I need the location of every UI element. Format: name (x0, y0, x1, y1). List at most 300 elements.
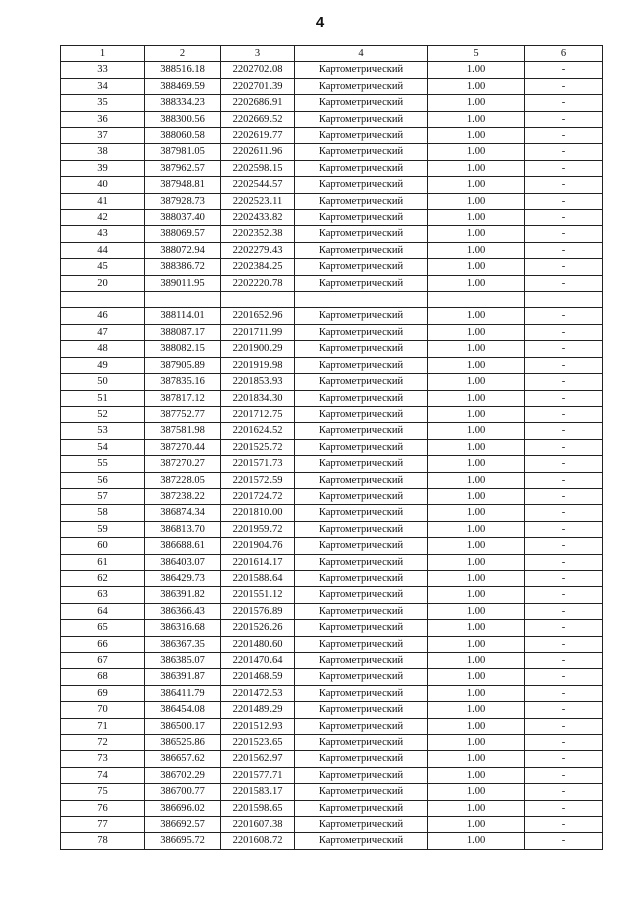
method-cell: Картометрический (295, 177, 428, 193)
method-cell: Картометрический (295, 324, 428, 340)
x-coordinate-cell: 386874.34 (145, 505, 221, 521)
table-row (61, 324, 603, 340)
note-cell: - (525, 587, 603, 603)
accuracy-cell: 1.00 (428, 324, 525, 340)
table-row (61, 800, 603, 816)
point-number-cell: 71 (61, 718, 145, 734)
table-row (61, 735, 603, 751)
accuracy-cell: 1.00 (428, 669, 525, 685)
x-coordinate-cell: 387835.16 (145, 374, 221, 390)
note-cell: - (525, 472, 603, 488)
point-number-cell: 63 (61, 587, 145, 603)
accuracy-cell: 1.00 (428, 685, 525, 701)
accuracy-cell: 1.00 (428, 111, 525, 127)
table-row (61, 308, 603, 324)
accuracy-cell: 1.00 (428, 242, 525, 258)
accuracy-cell: 1.00 (428, 603, 525, 619)
table-row (61, 620, 603, 636)
y-coordinate-cell: 2202611.96 (221, 144, 295, 160)
y-coordinate-cell: 2201526.26 (221, 620, 295, 636)
accuracy-cell: 1.00 (428, 784, 525, 800)
note-cell: - (525, 817, 603, 833)
table-row (61, 587, 603, 603)
accuracy-cell: 1.00 (428, 406, 525, 422)
point-number-cell: 47 (61, 324, 145, 340)
method-cell: Картометрический (295, 587, 428, 603)
point-number-cell: 56 (61, 472, 145, 488)
x-coordinate-cell: 386657.62 (145, 751, 221, 767)
accuracy-cell: 1.00 (428, 505, 525, 521)
point-number-cell: 37 (61, 128, 145, 144)
x-coordinate-cell: 386702.29 (145, 767, 221, 783)
table-row (61, 751, 603, 767)
empty-cell (428, 292, 525, 308)
accuracy-cell: 1.00 (428, 735, 525, 751)
x-coordinate-cell: 387905.89 (145, 357, 221, 373)
table-row (61, 259, 603, 275)
table-row (61, 177, 603, 193)
note-cell: - (525, 177, 603, 193)
y-coordinate-cell: 2202220.78 (221, 275, 295, 291)
point-number-cell: 60 (61, 538, 145, 554)
y-coordinate-cell: 2201472.53 (221, 685, 295, 701)
note-cell: - (525, 62, 603, 78)
method-cell: Картометрический (295, 308, 428, 324)
note-cell: - (525, 702, 603, 718)
accuracy-cell: 1.00 (428, 128, 525, 144)
method-cell: Картометрический (295, 95, 428, 111)
note-cell: - (525, 78, 603, 94)
method-cell: Картометрический (295, 521, 428, 537)
y-coordinate-cell: 2202433.82 (221, 210, 295, 226)
y-coordinate-cell: 2201652.96 (221, 308, 295, 324)
x-coordinate-cell: 387928.73 (145, 193, 221, 209)
x-coordinate-cell: 386411.79 (145, 685, 221, 701)
method-cell: Картометрический (295, 718, 428, 734)
x-coordinate-cell: 386366.43 (145, 603, 221, 619)
accuracy-cell: 1.00 (428, 488, 525, 504)
x-coordinate-cell: 388072.94 (145, 242, 221, 258)
table-spacer-row (61, 292, 603, 308)
accuracy-cell: 1.00 (428, 341, 525, 357)
y-coordinate-cell: 2202686.91 (221, 95, 295, 111)
y-coordinate-cell: 2202702.08 (221, 62, 295, 78)
table-row (61, 210, 603, 226)
note-cell: - (525, 144, 603, 160)
table-body (61, 62, 603, 849)
note-cell: - (525, 570, 603, 586)
note-cell: - (525, 160, 603, 176)
y-coordinate-cell: 2201810.00 (221, 505, 295, 521)
method-cell: Картометрический (295, 735, 428, 751)
note-cell: - (525, 406, 603, 422)
point-number-cell: 65 (61, 620, 145, 636)
y-coordinate-cell: 2201607.38 (221, 817, 295, 833)
x-coordinate-cell: 386700.77 (145, 784, 221, 800)
accuracy-cell: 1.00 (428, 259, 525, 275)
table-row (61, 78, 603, 94)
method-cell: Картометрический (295, 653, 428, 669)
table-row (61, 603, 603, 619)
point-number-cell: 42 (61, 210, 145, 226)
point-number-cell: 76 (61, 800, 145, 816)
y-coordinate-cell: 2201712.75 (221, 406, 295, 422)
method-cell: Картометрический (295, 111, 428, 127)
accuracy-cell: 1.00 (428, 620, 525, 636)
method-cell: Картометрический (295, 554, 428, 570)
point-number-cell: 49 (61, 357, 145, 373)
x-coordinate-cell: 388469.59 (145, 78, 221, 94)
accuracy-cell: 1.00 (428, 210, 525, 226)
y-coordinate-cell: 2202598.15 (221, 160, 295, 176)
x-coordinate-cell: 388386.72 (145, 259, 221, 275)
note-cell: - (525, 374, 603, 390)
note-cell: - (525, 767, 603, 783)
note-cell: - (525, 357, 603, 373)
note-cell: - (525, 275, 603, 291)
x-coordinate-cell: 386454.08 (145, 702, 221, 718)
method-cell: Картометрический (295, 636, 428, 652)
point-number-cell: 33 (61, 62, 145, 78)
point-number-cell: 20 (61, 275, 145, 291)
method-cell: Картометрический (295, 685, 428, 701)
point-number-cell: 78 (61, 833, 145, 849)
x-coordinate-cell: 386692.57 (145, 817, 221, 833)
note-cell: - (525, 128, 603, 144)
accuracy-cell: 1.00 (428, 472, 525, 488)
table-row (61, 95, 603, 111)
y-coordinate-cell: 2202523.11 (221, 193, 295, 209)
x-coordinate-cell: 387270.44 (145, 439, 221, 455)
point-number-cell: 43 (61, 226, 145, 242)
y-coordinate-cell: 2201577.71 (221, 767, 295, 783)
y-coordinate-cell: 2201614.17 (221, 554, 295, 570)
accuracy-cell: 1.00 (428, 357, 525, 373)
x-coordinate-cell: 386695.72 (145, 833, 221, 849)
table-row (61, 554, 603, 570)
note-cell: - (525, 718, 603, 734)
point-number-cell: 53 (61, 423, 145, 439)
x-coordinate-cell: 388334.23 (145, 95, 221, 111)
table-row (61, 505, 603, 521)
x-coordinate-cell: 386403.07 (145, 554, 221, 570)
method-cell: Картометрический (295, 242, 428, 258)
table-row (61, 341, 603, 357)
point-number-cell: 50 (61, 374, 145, 390)
point-number-cell: 55 (61, 456, 145, 472)
table-row (61, 669, 603, 685)
y-coordinate-cell: 2201900.29 (221, 341, 295, 357)
method-cell: Картометрический (295, 259, 428, 275)
table-row (61, 275, 603, 291)
y-coordinate-cell: 2201583.17 (221, 784, 295, 800)
note-cell: - (525, 653, 603, 669)
empty-cell (145, 292, 221, 308)
method-cell: Картометрический (295, 570, 428, 586)
x-coordinate-cell: 386316.68 (145, 620, 221, 636)
table-row (61, 406, 603, 422)
note-cell: - (525, 210, 603, 226)
point-number-cell: 59 (61, 521, 145, 537)
point-number-cell: 48 (61, 341, 145, 357)
x-coordinate-cell: 386696.02 (145, 800, 221, 816)
point-number-cell: 35 (61, 95, 145, 111)
point-number-cell: 74 (61, 767, 145, 783)
note-cell: - (525, 242, 603, 258)
note-cell: - (525, 111, 603, 127)
method-cell: Картометрический (295, 456, 428, 472)
coordinates-table (60, 45, 603, 850)
x-coordinate-cell: 386391.82 (145, 587, 221, 603)
note-cell: - (525, 620, 603, 636)
accuracy-cell: 1.00 (428, 587, 525, 603)
method-cell: Картометрический (295, 784, 428, 800)
y-coordinate-cell: 2202619.77 (221, 128, 295, 144)
table-row (61, 226, 603, 242)
column-header-4: 4 (295, 46, 428, 62)
y-coordinate-cell: 2201480.60 (221, 636, 295, 652)
x-coordinate-cell: 388516.18 (145, 62, 221, 78)
column-header-6: 6 (525, 46, 603, 62)
x-coordinate-cell: 387581.98 (145, 423, 221, 439)
method-cell: Картометрический (295, 702, 428, 718)
note-cell: - (525, 554, 603, 570)
note-cell: - (525, 784, 603, 800)
table-row (61, 685, 603, 701)
method-cell: Картометрический (295, 275, 428, 291)
method-cell: Картометрический (295, 226, 428, 242)
table-row (61, 718, 603, 734)
note-cell: - (525, 95, 603, 111)
column-header-3: 3 (221, 46, 295, 62)
y-coordinate-cell: 2201489.29 (221, 702, 295, 718)
y-coordinate-cell: 2201562.97 (221, 751, 295, 767)
table-row (61, 570, 603, 586)
page-number: 4 (315, 14, 325, 31)
y-coordinate-cell: 2201959.72 (221, 521, 295, 537)
x-coordinate-cell: 386688.61 (145, 538, 221, 554)
point-number-cell: 44 (61, 242, 145, 258)
method-cell: Картометрический (295, 817, 428, 833)
table-row (61, 193, 603, 209)
method-cell: Картометрический (295, 439, 428, 455)
method-cell: Картометрический (295, 833, 428, 849)
note-cell: - (525, 521, 603, 537)
point-number-cell: 34 (61, 78, 145, 94)
table-row (61, 784, 603, 800)
point-number-cell: 52 (61, 406, 145, 422)
accuracy-cell: 1.00 (428, 226, 525, 242)
table-row (61, 636, 603, 652)
method-cell: Картометрический (295, 505, 428, 521)
note-cell: - (525, 390, 603, 406)
point-number-cell: 40 (61, 177, 145, 193)
method-cell: Картометрический (295, 488, 428, 504)
accuracy-cell: 1.00 (428, 144, 525, 160)
x-coordinate-cell: 387948.81 (145, 177, 221, 193)
note-cell: - (525, 603, 603, 619)
column-header-5: 5 (428, 46, 525, 62)
empty-cell (61, 292, 145, 308)
method-cell: Картометрический (295, 603, 428, 619)
method-cell: Картометрический (295, 210, 428, 226)
method-cell: Картометрический (295, 128, 428, 144)
point-number-cell: 72 (61, 735, 145, 751)
column-header-1: 1 (61, 46, 145, 62)
note-cell: - (525, 685, 603, 701)
method-cell: Картометрический (295, 144, 428, 160)
note-cell: - (525, 488, 603, 504)
method-cell: Картометрический (295, 62, 428, 78)
y-coordinate-cell: 2201711.99 (221, 324, 295, 340)
y-coordinate-cell: 2201624.52 (221, 423, 295, 439)
note-cell: - (525, 751, 603, 767)
x-coordinate-cell: 386429.73 (145, 570, 221, 586)
y-coordinate-cell: 2201834.30 (221, 390, 295, 406)
point-number-cell: 61 (61, 554, 145, 570)
y-coordinate-cell: 2201919.98 (221, 357, 295, 373)
x-coordinate-cell: 387238.22 (145, 488, 221, 504)
empty-cell (295, 292, 428, 308)
note-cell: - (525, 226, 603, 242)
note-cell: - (525, 800, 603, 816)
table-header-row (61, 46, 603, 62)
x-coordinate-cell: 386525.86 (145, 735, 221, 751)
table-row (61, 111, 603, 127)
table-row (61, 767, 603, 783)
empty-cell (221, 292, 295, 308)
table-row (61, 62, 603, 78)
accuracy-cell: 1.00 (428, 800, 525, 816)
x-coordinate-cell: 387817.12 (145, 390, 221, 406)
note-cell: - (525, 439, 603, 455)
table-row (61, 128, 603, 144)
point-number-cell: 66 (61, 636, 145, 652)
note-cell: - (525, 833, 603, 849)
note-cell: - (525, 193, 603, 209)
accuracy-cell: 1.00 (428, 308, 525, 324)
table-row (61, 521, 603, 537)
accuracy-cell: 1.00 (428, 177, 525, 193)
method-cell: Картометрический (295, 423, 428, 439)
point-number-cell: 36 (61, 111, 145, 127)
x-coordinate-cell: 386391.87 (145, 669, 221, 685)
accuracy-cell: 1.00 (428, 817, 525, 833)
x-coordinate-cell: 386813.70 (145, 521, 221, 537)
y-coordinate-cell: 2201551.12 (221, 587, 295, 603)
x-coordinate-cell: 388069.57 (145, 226, 221, 242)
x-coordinate-cell: 387228.05 (145, 472, 221, 488)
method-cell: Картометрический (295, 193, 428, 209)
table-row (61, 390, 603, 406)
table-row (61, 242, 603, 258)
accuracy-cell: 1.00 (428, 521, 525, 537)
note-cell: - (525, 735, 603, 751)
method-cell: Картометрический (295, 620, 428, 636)
y-coordinate-cell: 2201724.72 (221, 488, 295, 504)
accuracy-cell: 1.00 (428, 390, 525, 406)
y-coordinate-cell: 2201598.65 (221, 800, 295, 816)
note-cell: - (525, 324, 603, 340)
x-coordinate-cell: 387962.57 (145, 160, 221, 176)
accuracy-cell: 1.00 (428, 554, 525, 570)
point-number-cell: 70 (61, 702, 145, 718)
point-number-cell: 75 (61, 784, 145, 800)
y-coordinate-cell: 2201523.65 (221, 735, 295, 751)
table-row (61, 538, 603, 554)
method-cell: Картометрический (295, 390, 428, 406)
note-cell: - (525, 505, 603, 521)
method-cell: Картометрический (295, 800, 428, 816)
x-coordinate-cell: 386367.35 (145, 636, 221, 652)
accuracy-cell: 1.00 (428, 653, 525, 669)
y-coordinate-cell: 2201588.64 (221, 570, 295, 586)
note-cell: - (525, 669, 603, 685)
method-cell: Картометрический (295, 767, 428, 783)
table-row (61, 702, 603, 718)
table-row (61, 472, 603, 488)
accuracy-cell: 1.00 (428, 456, 525, 472)
point-number-cell: 39 (61, 160, 145, 176)
y-coordinate-cell: 2201525.72 (221, 439, 295, 455)
table-row (61, 160, 603, 176)
method-cell: Картометрический (295, 538, 428, 554)
accuracy-cell: 1.00 (428, 160, 525, 176)
table-row (61, 423, 603, 439)
method-cell: Картометрический (295, 374, 428, 390)
point-number-cell: 46 (61, 308, 145, 324)
accuracy-cell: 1.00 (428, 62, 525, 78)
note-cell: - (525, 456, 603, 472)
note-cell: - (525, 538, 603, 554)
accuracy-cell: 1.00 (428, 538, 525, 554)
table-row (61, 817, 603, 833)
accuracy-cell: 1.00 (428, 751, 525, 767)
y-coordinate-cell: 2201470.64 (221, 653, 295, 669)
accuracy-cell: 1.00 (428, 78, 525, 94)
y-coordinate-cell: 2201904.76 (221, 538, 295, 554)
point-number-cell: 68 (61, 669, 145, 685)
x-coordinate-cell: 388082.15 (145, 341, 221, 357)
accuracy-cell: 1.00 (428, 636, 525, 652)
table-row (61, 357, 603, 373)
y-coordinate-cell: 2202669.52 (221, 111, 295, 127)
accuracy-cell: 1.00 (428, 423, 525, 439)
accuracy-cell: 1.00 (428, 767, 525, 783)
method-cell: Картометрический (295, 160, 428, 176)
y-coordinate-cell: 2201608.72 (221, 833, 295, 849)
method-cell: Картометрический (295, 357, 428, 373)
point-number-cell: 41 (61, 193, 145, 209)
point-number-cell: 57 (61, 488, 145, 504)
method-cell: Картометрический (295, 669, 428, 685)
y-coordinate-cell: 2201512.93 (221, 718, 295, 734)
accuracy-cell: 1.00 (428, 193, 525, 209)
note-cell: - (525, 423, 603, 439)
accuracy-cell: 1.00 (428, 439, 525, 455)
y-coordinate-cell: 2201571.73 (221, 456, 295, 472)
point-number-cell: 62 (61, 570, 145, 586)
x-coordinate-cell: 388114.01 (145, 308, 221, 324)
point-number-cell: 69 (61, 685, 145, 701)
method-cell: Картометрический (295, 78, 428, 94)
table-row (61, 833, 603, 849)
point-number-cell: 38 (61, 144, 145, 160)
y-coordinate-cell: 2201572.59 (221, 472, 295, 488)
table-row (61, 456, 603, 472)
point-number-cell: 54 (61, 439, 145, 455)
table-row (61, 144, 603, 160)
